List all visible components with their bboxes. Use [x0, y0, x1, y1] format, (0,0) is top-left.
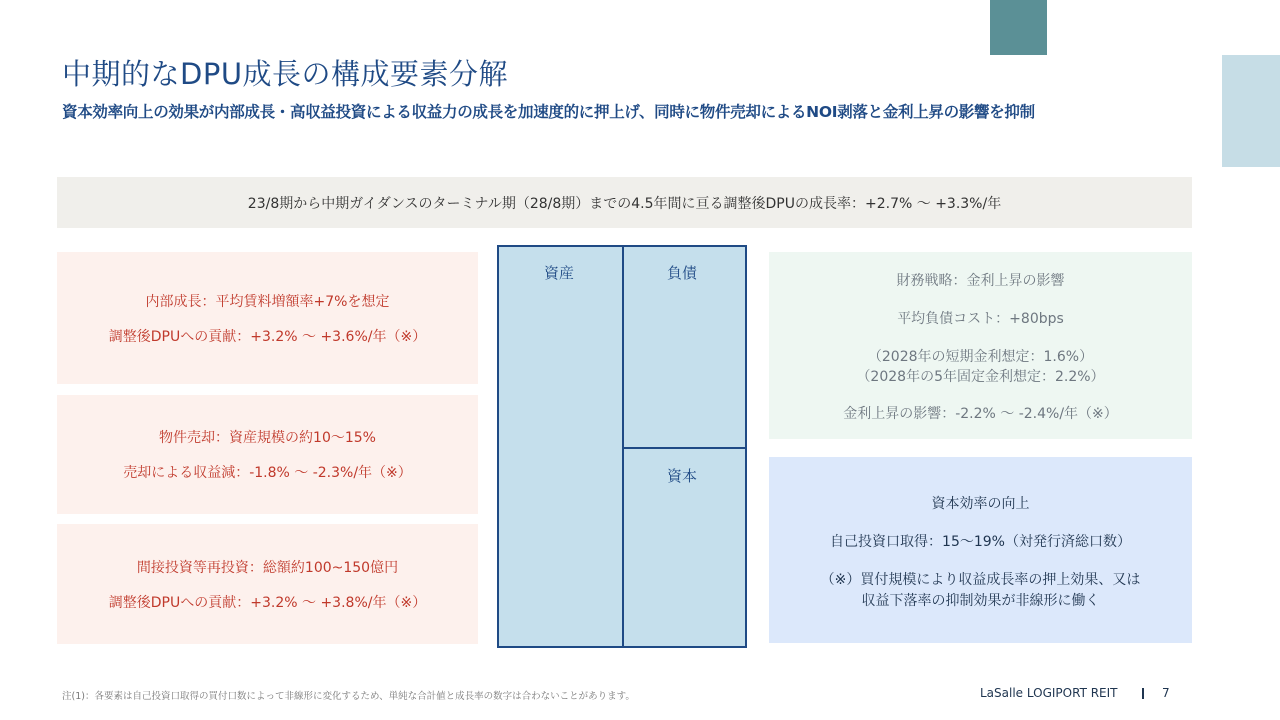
reinvestment-contribution: 調整後DPUへの貢献：+3.2% 〜 +3.8%/年（※）	[108, 594, 427, 611]
reinvestment-label: 間接投資等再投資：総額約100~150億円	[136, 559, 399, 576]
internal-growth-label: 内部成長：平均賃料増額率+7%を想定	[145, 293, 390, 310]
footnote: 注(1)：各要素は自己投資口取得の買付口数によって非線形に変化するため、単純な合計値と成長率の数字は合わないことがあります。	[62, 691, 635, 702]
property-sale-impact: 売却による収益減：-1.8% 〜 -2.3%/年（※）	[123, 465, 412, 481]
capital-efficiency-box	[769, 457, 1192, 643]
balance-sheet-liabilities-label: 負債	[667, 264, 698, 282]
fixed-rate-assumption: （2028年の5年固定金利想定：2.2%）	[856, 369, 1105, 385]
capital-efficiency-title: 資本効率の向上	[931, 496, 1030, 512]
corner-decoration-light	[1222, 55, 1280, 167]
short-term-rate-assumption: （2028年の短期金利想定：1.6%）	[867, 349, 1094, 365]
page-subtitle: 資本効率向上の効果が内部成長・高収益投資による収益力の成長を加速度的に押上げ、同時に物件売却によるNOI剥落と金利上昇の影響を抑制	[62, 103, 1035, 121]
page-number: 7	[1162, 686, 1170, 700]
financial-strategy-title: 財務戦略：金利上昇の影響	[896, 273, 1065, 289]
balance-sheet-horizontal-divider	[622, 447, 747, 449]
reinvestment-box	[57, 524, 478, 644]
page-title: 中期的なDPU成長の構成要素分解	[62, 57, 509, 91]
internal-growth-contribution: 調整後DPUへの貢献：+3.2% 〜 +3.6%/年（※）	[108, 328, 427, 345]
footer-separator	[1142, 688, 1144, 699]
growth-rate-banner: 23/8期から中期ガイダンスのターミナル期（28/8期）までの4.5年間に亘る調整後DPUの成長率：+2.7% 〜 +3.3%/年	[57, 177, 1192, 228]
average-debt-cost: 平均負債コスト：+80bps	[897, 311, 1064, 327]
capital-efficiency-note-2: 収益下落率の抑制効果が非線形に働く	[861, 593, 1100, 609]
internal-growth-box	[57, 252, 478, 384]
balance-sheet-equity-label: 資本	[667, 467, 698, 485]
rate-rise-impact: 金利上昇の影響：-2.2% 〜 -2.4%/年（※）	[843, 406, 1118, 422]
capital-efficiency-note-1: （※）買付規模により収益成長率の押上効果、又は	[820, 572, 1141, 588]
property-sale-box	[57, 395, 478, 514]
buyback-description: 自己投資口取得：15〜19%（対発行済総口数）	[830, 534, 1131, 550]
corner-decoration-teal	[990, 0, 1047, 55]
balance-sheet-assets-label: 資産	[544, 264, 575, 282]
property-sale-label: 物件売却：資産規模の約10〜15%	[159, 430, 376, 446]
financial-strategy-box	[769, 252, 1192, 439]
brand-name: LaSalle LOGIPORT REIT	[980, 686, 1118, 700]
balance-sheet-diagram	[497, 245, 747, 648]
